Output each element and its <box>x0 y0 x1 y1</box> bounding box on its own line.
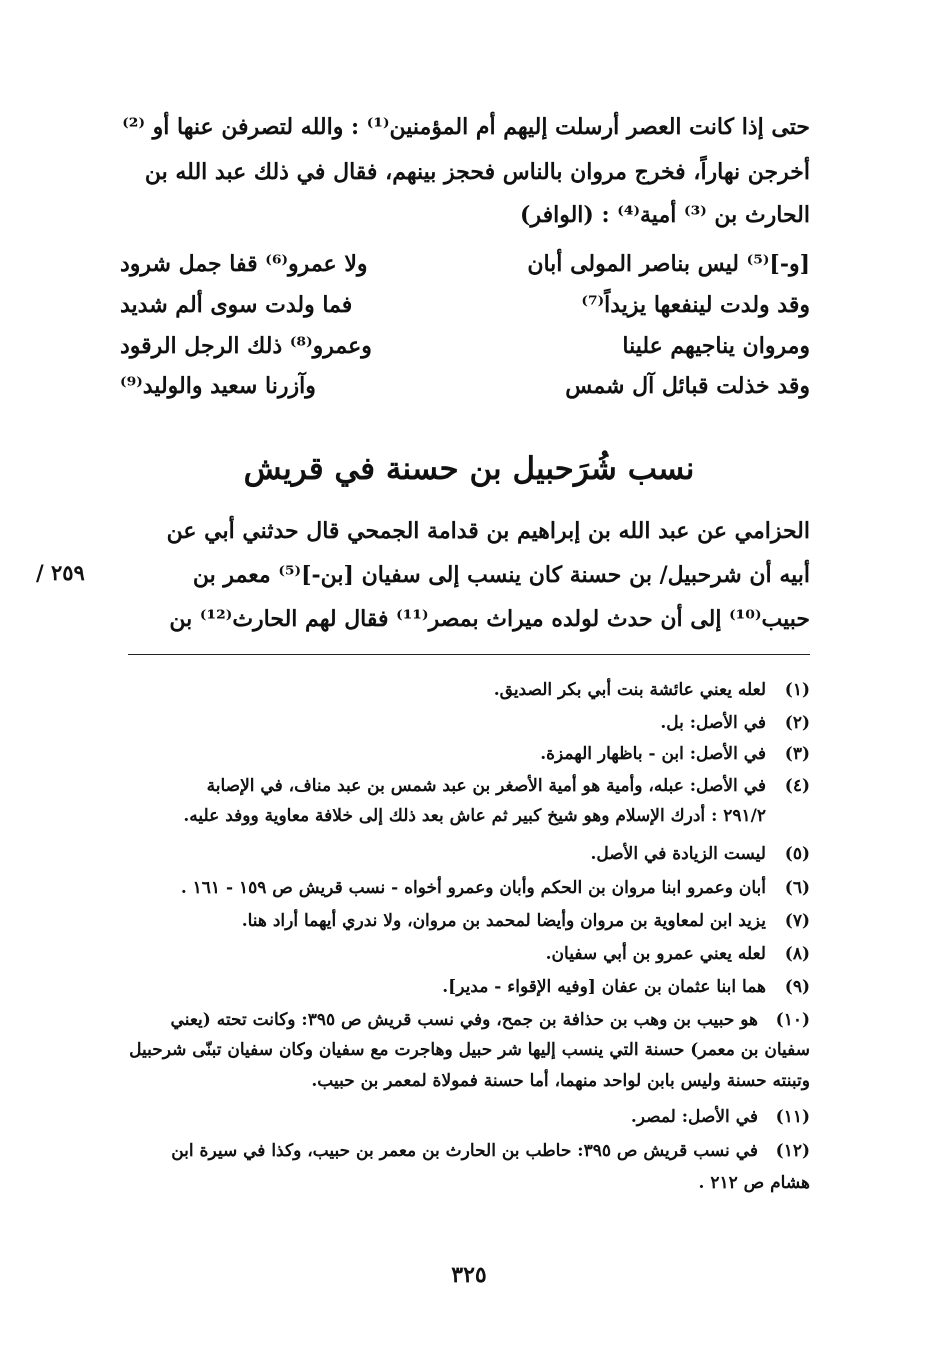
footnote-number: (٩) <box>784 977 810 997</box>
intro-line: الحارث بن ⁽³⁾ أمية⁽⁴⁾ : (الوافر) <box>520 202 810 228</box>
verse-second-hemistich: وآزرنا سعيد والوليد⁽⁹⁾ <box>120 373 316 399</box>
footnote-text: ليست الزيادة في الأصل. <box>590 844 766 864</box>
footnote-separator <box>128 654 810 655</box>
verse-second-hemistich: وعمرو⁽⁸⁾ ذلك الرجل الرقود <box>120 333 372 359</box>
footnote-text: وتبنته حسنة وليس بابن لواحد منهما، أما حسنة فمولاة لمعمر بن حبيب. <box>311 1071 810 1091</box>
footnote-text: في نسب قريش ص ٣٩٥: حاطب بن الحارث بن معمر بن حبيب، وكذا في سيرة ابن <box>171 1141 758 1161</box>
footnote-number: (١) <box>784 680 810 700</box>
intro-paragraph <box>122 112 810 232</box>
footnote-number: (٤) <box>784 776 810 796</box>
body-line: أبيه أن شرحبيل/ بن حسنة كان ينسب إلى سفيان [بن-]⁽⁵⁾ معمر بن <box>192 562 810 588</box>
footnote-text: في الأصل: لمصر. <box>630 1107 758 1127</box>
footnote-text: ٢٩١/٢ : أدرك الإسلام وهو شيخ كبير ثم عاش بعد ذلك إلى خلافة معاوية ووفد عليه. <box>183 806 766 826</box>
verse <box>120 287 810 327</box>
footnote-number: (٧) <box>784 911 810 931</box>
footnote-number: (١٢) <box>775 1141 810 1161</box>
intro-line: حتى إذا كانت العصر أرسلت إليهم أم المؤمنين⁽¹⁾ : والله لتصرفن عنها أو ⁽²⁾ <box>122 114 810 140</box>
footnote-text: هو حبيب بن وهب بن حذافة بن جمح، وفي نسب قريش ص ٣٩٥: وكانت تحته (يعني <box>170 1010 758 1030</box>
footnote-text: أبان وعمرو ابنا مروان بن الحكم وأبان وعمرو أخواه - نسب قريش ص ١٥٩ - ١٦١ . <box>180 878 766 898</box>
footnote-number: (١٠) <box>775 1010 810 1030</box>
footnote-number: (٦) <box>784 878 810 898</box>
body-paragraph <box>128 516 810 636</box>
footnote-number: (٥) <box>784 844 810 864</box>
intro-line: أخرجن نهاراً، فخرج مروان بالناس فحجز بينهم، فقال في ذلك عبد الله بن <box>144 159 810 185</box>
page-number: ٣٢٥ <box>451 1262 487 1288</box>
footnote-number: (١١) <box>775 1107 810 1127</box>
footnote-text: يزيد ابن لمعاوية بن مروان وأيضا لمحمد بن مروان، ولا ندري أيهما أراد هنا. <box>241 911 766 931</box>
verse <box>120 328 810 368</box>
marginal-page-reference: ٢٥٩ / <box>36 560 85 585</box>
verse-first-hemistich: وقد خذلت قبائل آل شمس <box>565 373 810 399</box>
footnote-text: في الأصل: بل. <box>660 713 766 733</box>
footnote-text: لعله يعني عمرو بن أبي سفيان. <box>545 944 766 964</box>
verse-second-hemistich: فما ولدت سوى ألم شديد <box>120 292 353 318</box>
footnote-number: (٨) <box>784 944 810 964</box>
footnote-text: في الأصل: ابن - باظهار الهمزة. <box>540 744 766 764</box>
body-line: حبيب⁽¹⁰⁾ إلى أن حدث لولده ميراث بمصر⁽¹¹⁾ فقال لهم الحارث⁽¹²⁾ بن <box>169 606 810 632</box>
footnote-text: في الأصل: عبله، وأمية هو أمية الأصغر بن عبد شمس بن عبد مناف، في الإصابة <box>206 776 766 796</box>
footnote-text: هشام ص ٢١٢ . <box>698 1173 810 1193</box>
footnote-text: لعله يعني عائشة بنت أبي بكر الصديق. <box>493 680 766 700</box>
footnote-number: (٣) <box>784 744 810 764</box>
section-title: نسب شُرَحبيل بن حسنة في قريش <box>243 451 695 487</box>
verse <box>120 368 810 408</box>
verse-first-hemistich: [و-]⁽⁵⁾ ليس بناصر المولى أبان <box>527 251 810 277</box>
body-line: الحزامي عن عبد الله بن إبراهيم بن قدامة الجمحي قال حدثني أبي عن <box>166 518 810 544</box>
verse-second-hemistich: ولا عمرو⁽⁶⁾ قفا جمل شرود <box>120 251 368 277</box>
verse-first-hemistich: ومروان يناجيهم علينا <box>622 333 810 359</box>
verse-first-hemistich: وقد ولدت لينفعها يزيداً⁽⁷⁾ <box>581 292 810 318</box>
footnote-text: سفيان بن معمر) حسنة التي ينسب إليها شر حبيل وهاجرت مع سفيان وكان سفيان تبنّى شرحبيل <box>129 1040 810 1060</box>
verse <box>120 246 810 286</box>
footnote-text: هما ابنا عثمان بن عفان [وفيه الإقواء - مدير]. <box>442 977 766 997</box>
footnote-number: (٢) <box>784 713 810 733</box>
